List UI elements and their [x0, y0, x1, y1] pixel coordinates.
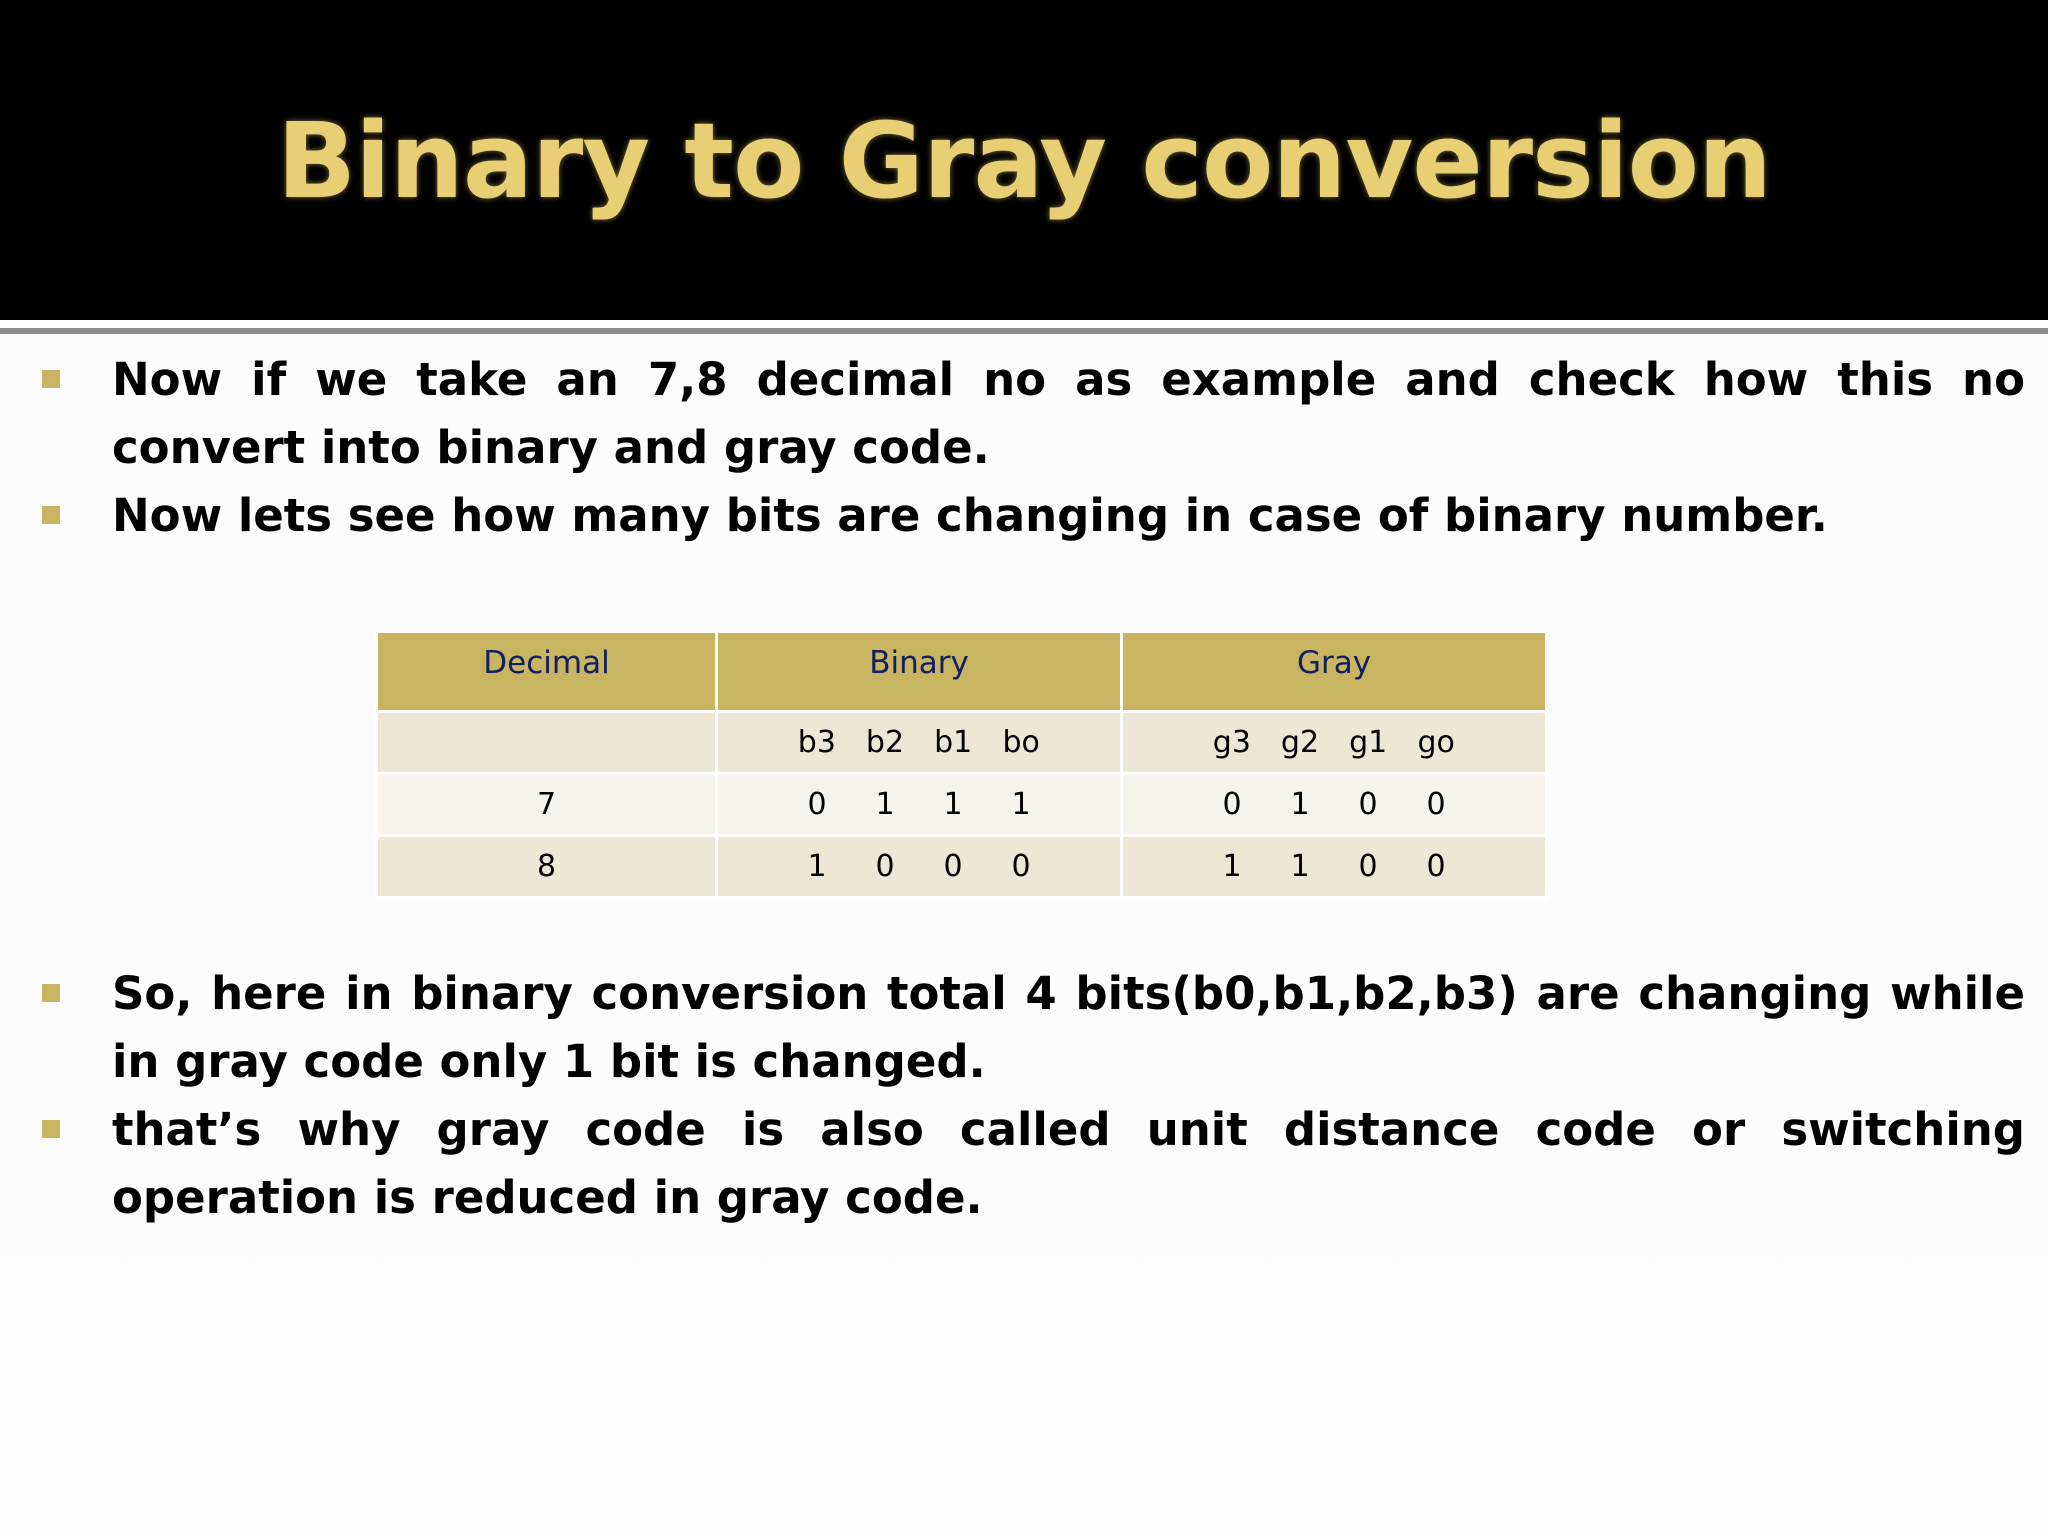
binary-cell [717, 774, 1122, 836]
table-row [377, 774, 1547, 836]
bit-value: 0 [1426, 849, 1446, 884]
bullet-list-bottom [40, 960, 2025, 1232]
slide-title: Binary to Gray conversion [276, 100, 1772, 222]
bit-label: b1 [934, 725, 973, 760]
conversion-table [375, 630, 1548, 899]
bit-value: 0 [1358, 787, 1378, 822]
bullet-list-top [40, 346, 2025, 550]
gray-cell [1122, 836, 1547, 898]
bullet-text: that’s why gray code is also called unit distance code or switching operation is reduced in gray code. [112, 1103, 2025, 1224]
table-subheader-row [377, 712, 1547, 774]
header-decimal: Decimal [377, 632, 717, 712]
header-binary: Binary [717, 632, 1122, 712]
bit-label: go [1417, 725, 1455, 760]
title-divider-shadow [0, 328, 2048, 334]
square-bullet-icon [42, 984, 60, 1002]
bullet-item [40, 482, 2025, 550]
binary-cell [717, 836, 1122, 898]
decimal-cell: 7 [377, 774, 717, 836]
bit-value: 1 [943, 787, 963, 822]
title-divider [0, 320, 2048, 328]
title-bar [0, 0, 2048, 320]
bullet-text: So, here in binary conversion total 4 bits(b0,b1,b2,b3) are changing while in gray code only 1 bit is changed. [112, 967, 2025, 1088]
square-bullet-icon [42, 370, 60, 388]
bit-value: 0 [1222, 787, 1242, 822]
bit-label: g2 [1280, 725, 1320, 760]
subheader-binary [717, 712, 1122, 774]
subheader-decimal [377, 712, 717, 774]
bullet-item [40, 960, 2025, 1096]
table-header-row [377, 632, 1547, 712]
bit-label: b2 [865, 725, 905, 760]
bit-value: 1 [1222, 849, 1242, 884]
bullet-item [40, 1096, 2025, 1232]
bullet-item [40, 346, 2025, 482]
bit-value: 0 [807, 787, 827, 822]
bit-value: 0 [1426, 787, 1446, 822]
decimal-cell: 8 [377, 836, 717, 898]
bit-value: 1 [1290, 849, 1310, 884]
conversion-table-container [375, 630, 1545, 899]
header-gray: Gray [1122, 632, 1547, 712]
bit-value: 1 [875, 787, 895, 822]
bullet-text: Now lets see how many bits are changing in case of binary number. [112, 489, 1828, 542]
bit-label: g3 [1212, 725, 1251, 760]
bullet-text: Now if we take an 7,8 decimal no as example and check how this no convert into binary and gray code. [112, 353, 2025, 474]
square-bullet-icon [42, 506, 60, 524]
table-row [377, 836, 1547, 898]
bit-value: 0 [875, 849, 895, 884]
bit-value: 1 [1290, 787, 1310, 822]
bit-label: b3 [797, 725, 836, 760]
bit-value: 1 [807, 849, 827, 884]
bit-value: 0 [1011, 849, 1031, 884]
subheader-gray [1122, 712, 1547, 774]
bit-value: 0 [943, 849, 963, 884]
bit-value: 1 [1011, 787, 1031, 822]
gray-cell [1122, 774, 1547, 836]
square-bullet-icon [42, 1120, 60, 1138]
bit-value: 0 [1358, 849, 1378, 884]
bit-label: g1 [1349, 725, 1388, 760]
bit-label: bo [1002, 725, 1040, 760]
